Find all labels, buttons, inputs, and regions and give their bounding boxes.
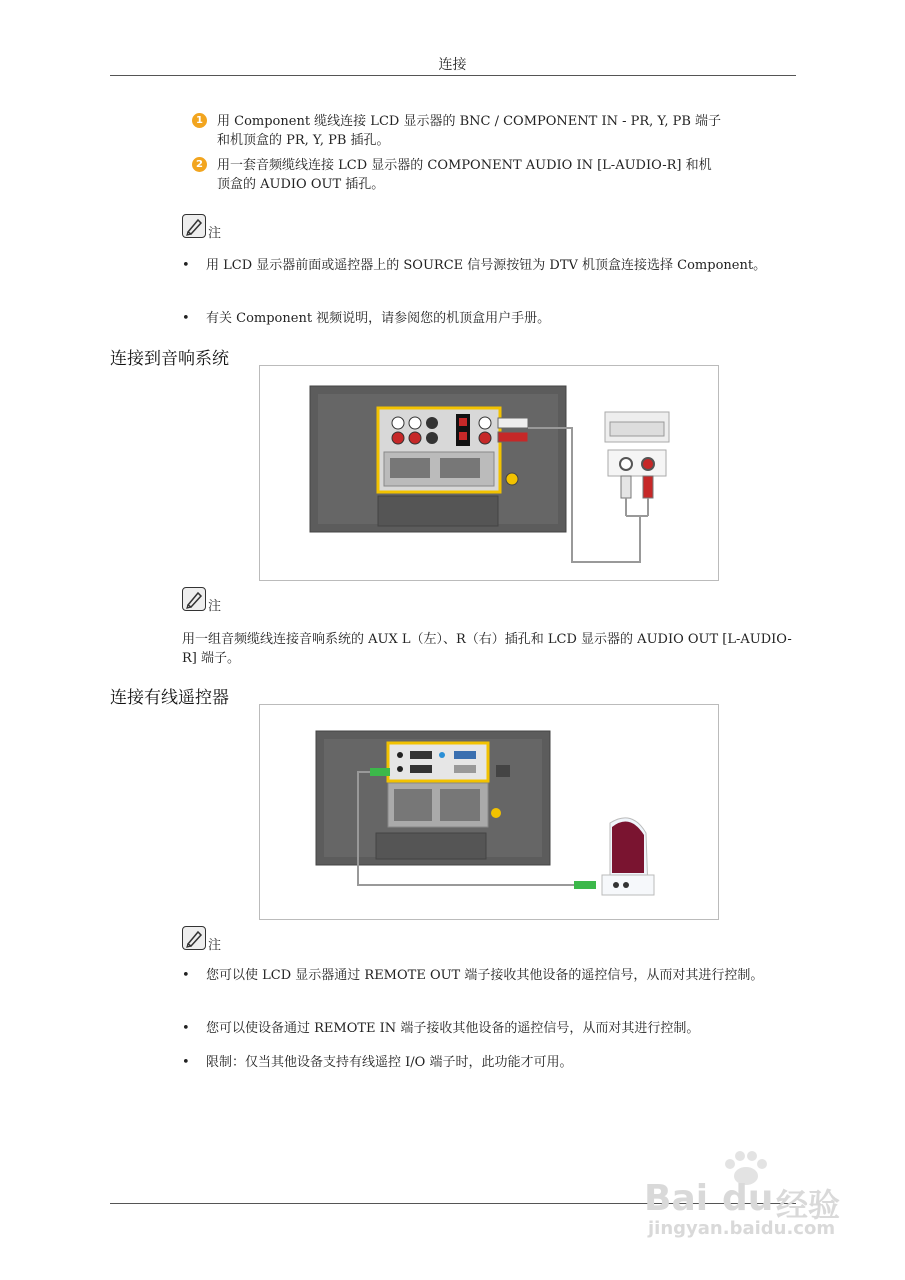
note-label: 注 xyxy=(208,226,222,241)
note-pencil-icon xyxy=(182,926,206,950)
step-text: 用 Component 缆线连接 LCD 显示器的 BNC / COMPONENT IN - PR, Y, PB 端子和机顶盒的 PR, Y, PB 插孔。 xyxy=(217,114,722,148)
bullet-text: 您可以使设备通过 REMOTE IN 端子接收其他设备的遥控信号，从而对其进行控制。 xyxy=(206,1021,700,1036)
note-bullet-1 xyxy=(182,257,797,275)
page-header-title: 连接 xyxy=(438,57,467,73)
bullet-dot: • xyxy=(182,258,190,273)
note-bullet-3 xyxy=(182,967,797,985)
bullet-text: 用 LCD 显示器前面或遥控器上的 SOURCE 信号源按钮为 DTV 机顶盒连接选择 Component。 xyxy=(206,258,767,273)
audio-connection-diagram xyxy=(259,365,719,581)
bullet-dot: • xyxy=(182,968,190,983)
note-bullet-2 xyxy=(182,310,797,328)
note-pencil-icon xyxy=(182,587,206,611)
step-number-badge: 1 xyxy=(192,113,207,128)
bullet-text: 有关 Component 视频说明，请参阅您的机顶盒用户手册。 xyxy=(206,311,551,326)
step-1 xyxy=(192,112,722,150)
baidu-jingyan-watermark xyxy=(640,1148,870,1248)
step-text: 用一套音频缆线连接 LCD 显示器的 COMPONENT AUDIO IN [L-AUDIO-R] 和机顶盒的 AUDIO OUT 插孔。 xyxy=(217,158,712,192)
audio-note-paragraph: 用一组音频缆线连接音响系统的 AUX L（左）、R（右）插孔和 LCD 显示器的 AUDIO OUT [L-AUDIO-R] 端子。 xyxy=(182,632,792,666)
note-bullet-4 xyxy=(182,1020,797,1038)
bullet-text: 限制：仅当其他设备支持有线遥控 I/O 端子时，此功能才可用。 xyxy=(206,1055,573,1070)
section-title-wired-remote: 连接有线遥控器 xyxy=(110,688,229,708)
header-divider xyxy=(110,75,796,76)
watermark-url: jingyan.baidu.com xyxy=(648,1218,836,1239)
step-number-badge: 2 xyxy=(192,157,207,172)
watermark-brand-a: Bai xyxy=(644,1178,709,1219)
step-2 xyxy=(192,156,722,194)
note-label: 注 xyxy=(208,599,222,614)
note-label: 注 xyxy=(208,938,222,953)
bullet-text: 您可以使 LCD 显示器通过 REMOTE OUT 端子接收其他设备的遥控信号，从而对其进行控制。 xyxy=(206,968,764,983)
note-pencil-icon xyxy=(182,214,206,238)
bullet-dot: • xyxy=(182,311,190,326)
watermark-brand-cn: 经验 xyxy=(776,1186,841,1224)
note-bullet-5 xyxy=(182,1054,797,1072)
bullet-dot: • xyxy=(182,1021,190,1036)
watermark-brand-b: du xyxy=(722,1178,774,1219)
bullet-dot: • xyxy=(182,1055,190,1070)
wired-remote-diagram xyxy=(259,704,719,920)
section-title-audio-system: 连接到音响系统 xyxy=(110,349,229,369)
